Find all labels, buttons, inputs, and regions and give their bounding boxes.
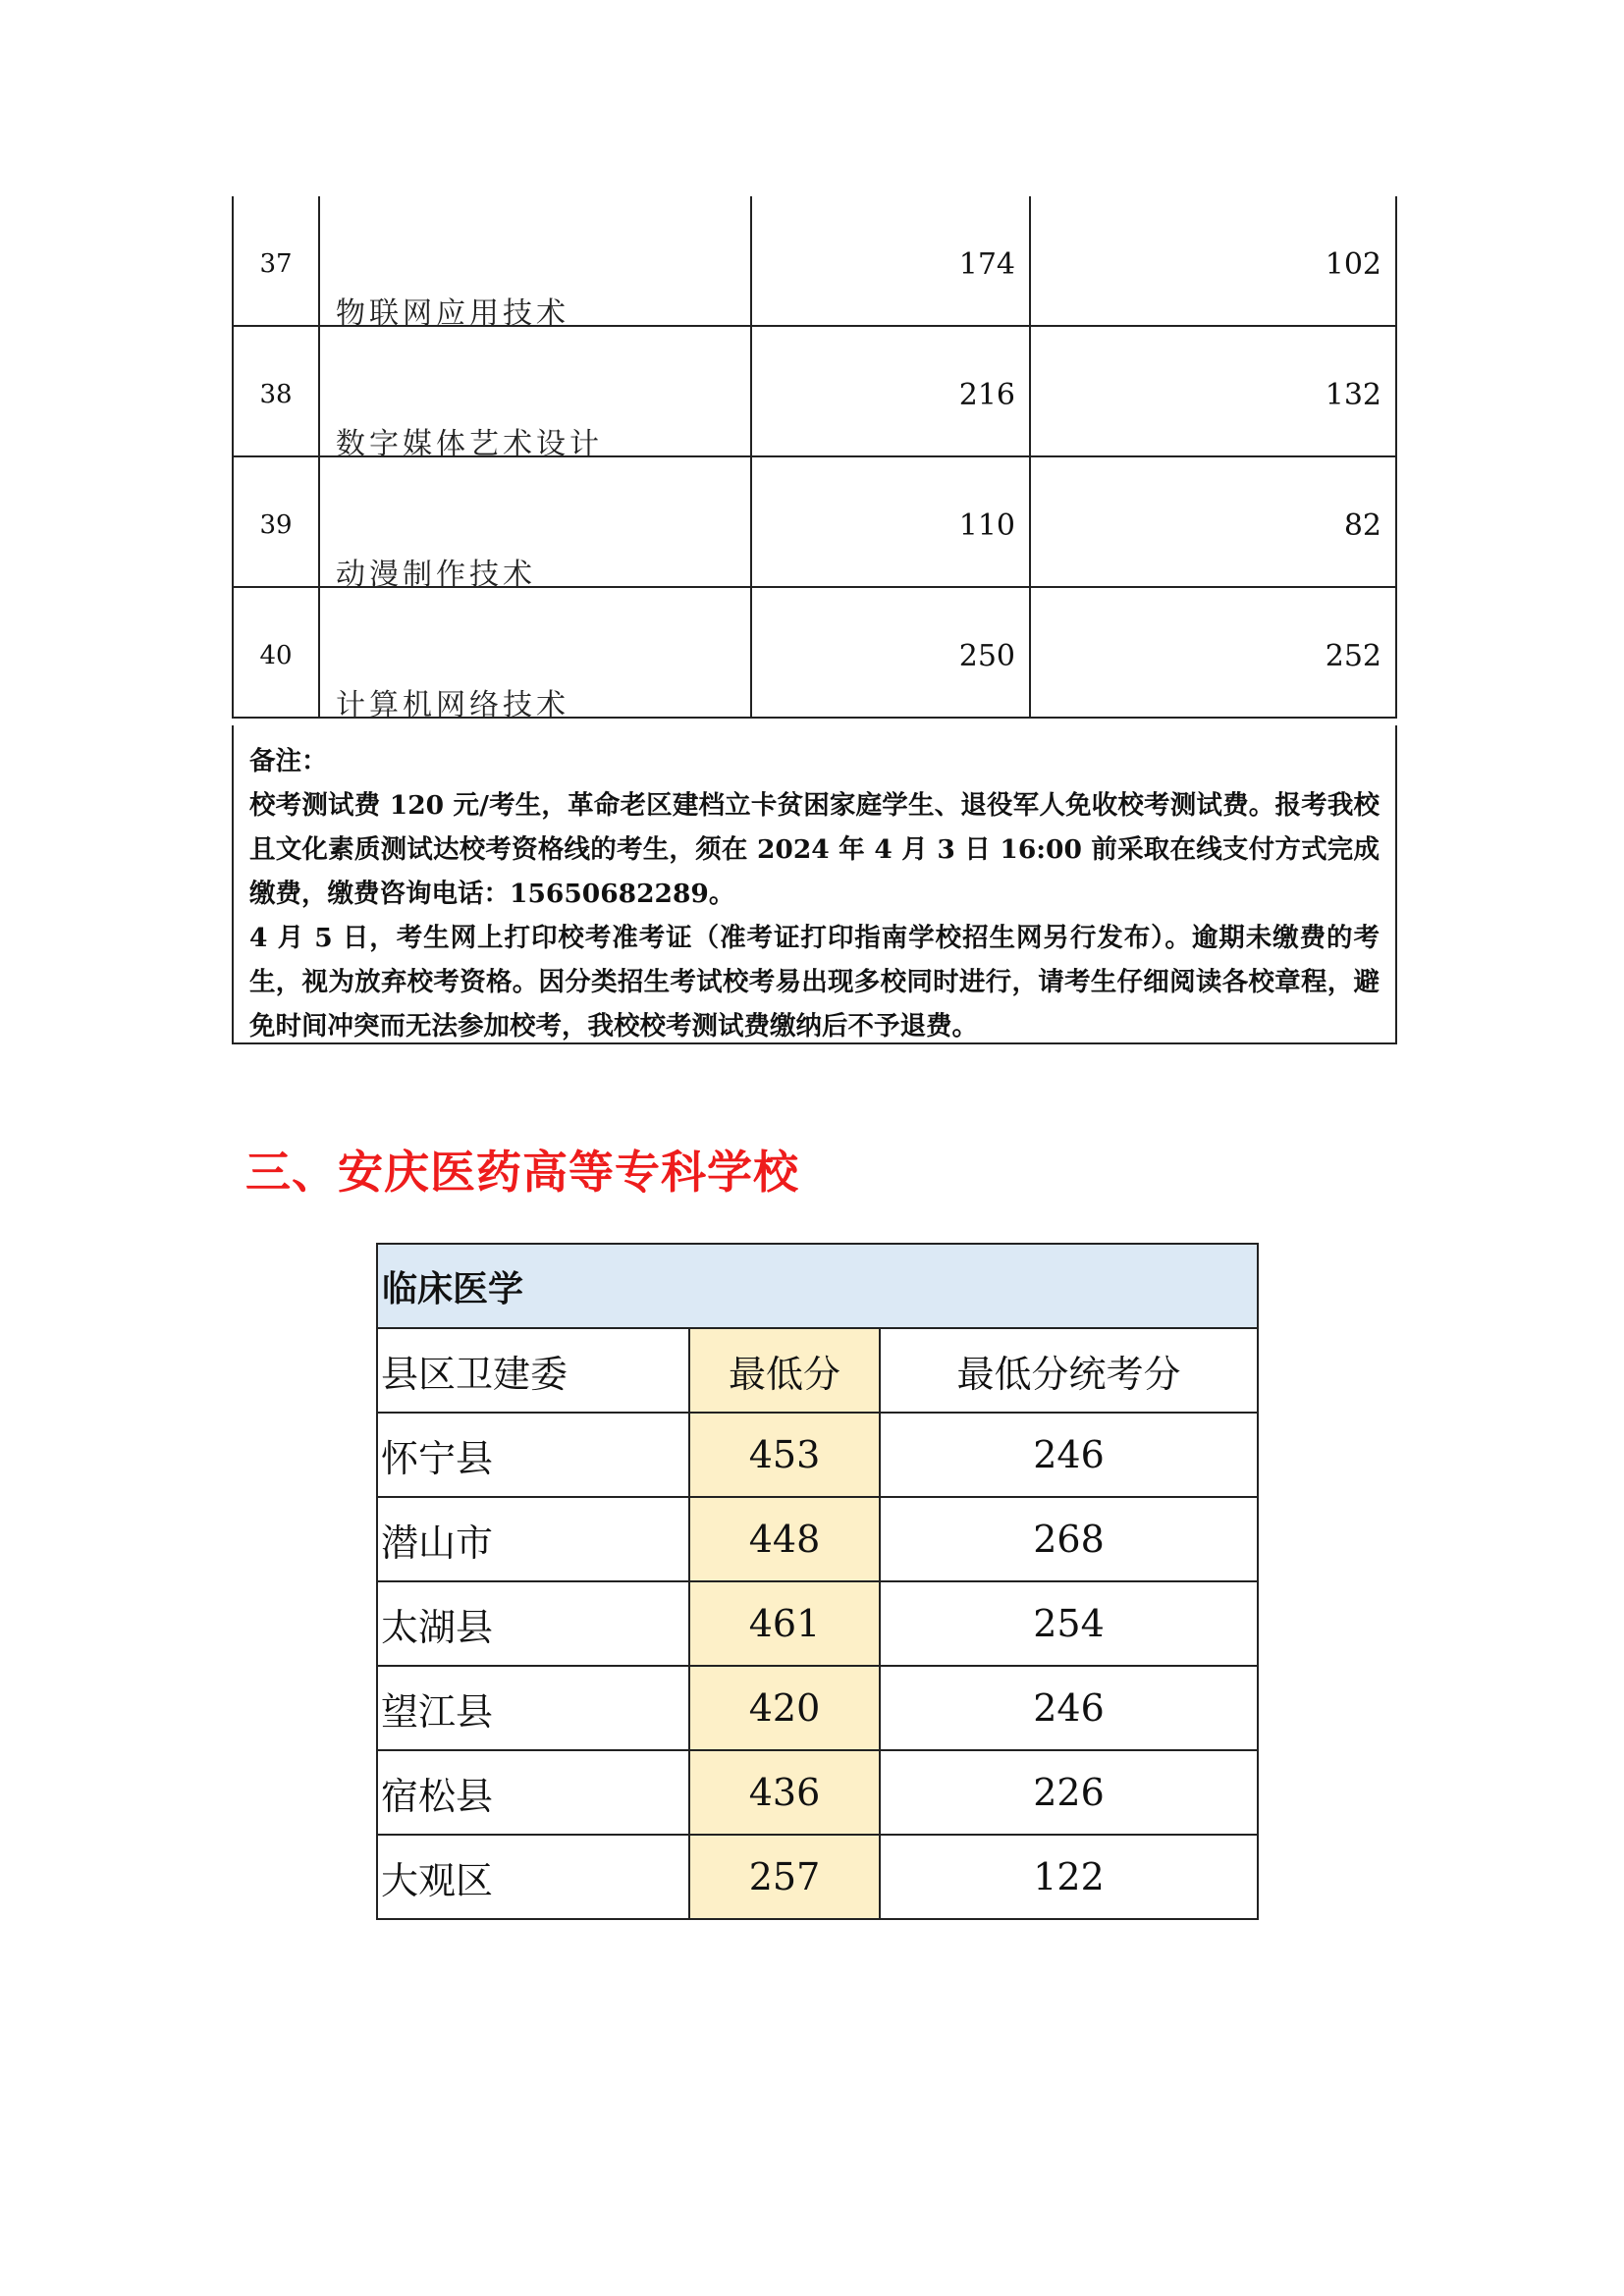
- column-header: 最低分统考分: [880, 1328, 1258, 1413]
- column-header: 最低分: [689, 1328, 880, 1413]
- table-row: [377, 1497, 1258, 1581]
- region-cell: 宿松县: [377, 1750, 689, 1835]
- min-score-cell: 461: [689, 1581, 880, 1666]
- score-value: 174: [958, 247, 1015, 282]
- score-value: 110: [958, 508, 1015, 543]
- region-cell: 望江县: [377, 1666, 689, 1750]
- min-score-cell: 257: [689, 1835, 880, 1919]
- unified-score-cell: 268: [880, 1497, 1258, 1581]
- table-row: [377, 1413, 1258, 1497]
- major-name: 计算机网络技术: [336, 688, 569, 722]
- min-score-cell: 448: [689, 1497, 880, 1581]
- major-score-table: [232, 196, 1397, 722]
- table-row: [377, 1581, 1258, 1666]
- table-row: [232, 457, 1397, 592]
- unified-score-cell: 226: [880, 1750, 1258, 1835]
- min-score-cell: 436: [689, 1750, 880, 1835]
- unified-score-cell: 254: [880, 1581, 1258, 1666]
- region-cell: 怀宁县: [377, 1413, 689, 1497]
- region-cell: 潜山市: [377, 1497, 689, 1581]
- score-value: 250: [958, 639, 1015, 673]
- remarks-paragraph: 4 月 5 日，考生网上打印校考准考证（准考证打印指南学校招生网另行发布）。逾期未缴费的考生，视为放弃校考资格。因分类招生考试校考易出现多校同时进行，请考生仔细阅读各校章程，避免时间冲突而无法参加校考，我校校考测试费缴纳后不予退费。: [249, 923, 1380, 1041]
- table-caption-row: [377, 1244, 1258, 1328]
- score-value: 132: [1325, 378, 1381, 412]
- score-value: 252: [1325, 639, 1381, 673]
- region-cell: 太湖县: [377, 1581, 689, 1666]
- clinical-medicine-table: [376, 1243, 1259, 1920]
- table-row: [232, 196, 1397, 331]
- remarks-box: [232, 725, 1397, 1044]
- region-cell: 大观区: [377, 1835, 689, 1919]
- table-row: [232, 588, 1397, 722]
- table-row: [232, 327, 1397, 461]
- row-number: 38: [259, 380, 293, 409]
- table-row: [377, 1835, 1258, 1919]
- table-row: [377, 1750, 1258, 1835]
- major-name: 数字媒体艺术设计: [336, 427, 603, 461]
- table-row: [377, 1666, 1258, 1750]
- column-header-row: [377, 1328, 1258, 1413]
- score-value: 102: [1325, 247, 1381, 282]
- min-score-cell: 420: [689, 1666, 880, 1750]
- unified-score-cell: 246: [880, 1413, 1258, 1497]
- score-value: 216: [958, 378, 1015, 412]
- score-value: 82: [1343, 508, 1381, 543]
- remarks-paragraph: 校考测试费 120 元/考生，革命老区建档立卡贫困家庭学生、退役军人免收校考测试费。报考我校且文化素质测试达校考资格线的考生，须在 2024 年 4 月 3 日 16:00 前采取在线支付方式完成缴费，缴费咨询电话：15650682289。: [249, 790, 1380, 909]
- column-header: 县区卫建委: [377, 1328, 689, 1413]
- row-number: 40: [259, 641, 293, 670]
- table-caption: 临床医学: [377, 1244, 1258, 1328]
- min-score-cell: 453: [689, 1413, 880, 1497]
- unified-score-cell: 246: [880, 1666, 1258, 1750]
- remarks-title: 备注：: [249, 746, 328, 776]
- major-name: 动漫制作技术: [336, 558, 536, 592]
- major-name: 物联网应用技术: [336, 296, 569, 331]
- row-number: 37: [259, 249, 293, 279]
- section-title: 三、安庆医药高等专科学校: [245, 1146, 799, 1199]
- row-number: 39: [259, 510, 293, 540]
- unified-score-cell: 122: [880, 1835, 1258, 1919]
